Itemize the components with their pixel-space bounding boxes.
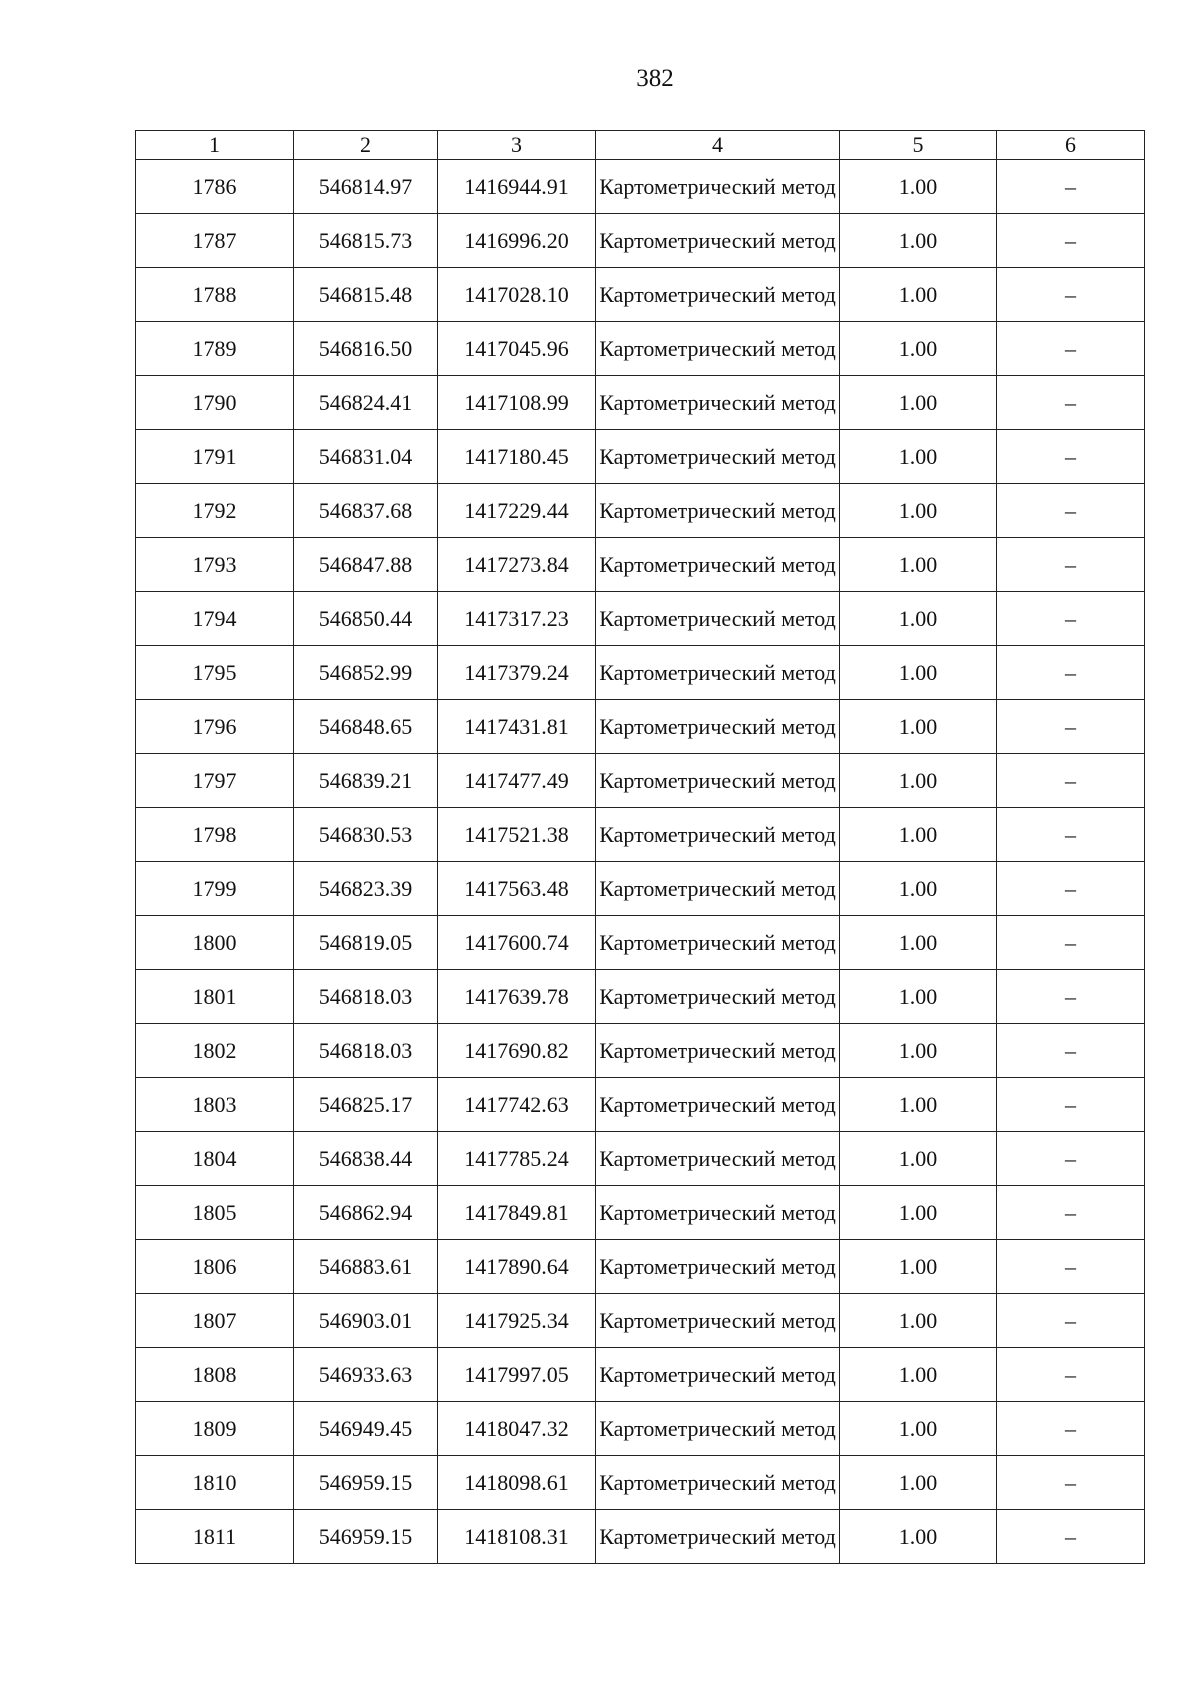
y-coordinate-cell: 1417379.24 (438, 646, 596, 700)
note-cell: – (997, 268, 1145, 322)
accuracy-cell: 1.00 (840, 1294, 997, 1348)
accuracy-cell: 1.00 (840, 322, 997, 376)
method-cell: Картометрический метод (596, 1024, 840, 1078)
method-cell: Картометрический метод (596, 1078, 840, 1132)
y-coordinate-cell: 1417639.78 (438, 970, 596, 1024)
table-row (136, 970, 1145, 1024)
y-coordinate-cell: 1417521.38 (438, 808, 596, 862)
coordinates-table (135, 130, 1145, 1564)
point-number-cell: 1805 (136, 1186, 294, 1240)
method-cell: Картометрический метод (596, 1186, 840, 1240)
method-cell: Картометрический метод (596, 1294, 840, 1348)
method-cell: Картометрический метод (596, 862, 840, 916)
column-header: 5 (840, 131, 997, 160)
accuracy-cell: 1.00 (840, 700, 997, 754)
y-coordinate-cell: 1416944.91 (438, 160, 596, 214)
y-coordinate-cell: 1417563.48 (438, 862, 596, 916)
accuracy-cell: 1.00 (840, 1402, 997, 1456)
accuracy-cell: 1.00 (840, 160, 997, 214)
method-cell: Картометрический метод (596, 754, 840, 808)
y-coordinate-cell: 1417180.45 (438, 430, 596, 484)
page-number: 382 (636, 65, 674, 92)
method-cell: Картометрический метод (596, 646, 840, 700)
note-cell: – (997, 160, 1145, 214)
y-coordinate-cell: 1417690.82 (438, 1024, 596, 1078)
column-header: 4 (596, 131, 840, 160)
method-cell: Картометрический метод (596, 1510, 840, 1564)
x-coordinate-cell: 546814.97 (294, 160, 438, 214)
note-cell: – (997, 1348, 1145, 1402)
point-number-cell: 1787 (136, 214, 294, 268)
y-coordinate-cell: 1418108.31 (438, 1510, 596, 1564)
table-row (136, 592, 1145, 646)
table-row (136, 1186, 1145, 1240)
table-row (136, 1348, 1145, 1402)
y-coordinate-cell: 1417742.63 (438, 1078, 596, 1132)
accuracy-cell: 1.00 (840, 268, 997, 322)
point-number-cell: 1794 (136, 592, 294, 646)
x-coordinate-cell: 546959.15 (294, 1510, 438, 1564)
note-cell: – (997, 700, 1145, 754)
x-coordinate-cell: 546837.68 (294, 484, 438, 538)
accuracy-cell: 1.00 (840, 1240, 997, 1294)
method-cell: Картометрический метод (596, 376, 840, 430)
method-cell: Картометрический метод (596, 592, 840, 646)
accuracy-cell: 1.00 (840, 1024, 997, 1078)
y-coordinate-cell: 1417785.24 (438, 1132, 596, 1186)
y-coordinate-cell: 1417229.44 (438, 484, 596, 538)
x-coordinate-cell: 546816.50 (294, 322, 438, 376)
note-cell: – (997, 646, 1145, 700)
point-number-cell: 1796 (136, 700, 294, 754)
method-cell: Картометрический метод (596, 214, 840, 268)
column-header: 1 (136, 131, 294, 160)
table-row (136, 1510, 1145, 1564)
point-number-cell: 1800 (136, 916, 294, 970)
point-number-cell: 1811 (136, 1510, 294, 1564)
method-cell: Картометрический метод (596, 322, 840, 376)
note-cell: – (997, 916, 1145, 970)
point-number-cell: 1809 (136, 1402, 294, 1456)
x-coordinate-cell: 546903.01 (294, 1294, 438, 1348)
x-coordinate-cell: 546839.21 (294, 754, 438, 808)
x-coordinate-cell: 546852.99 (294, 646, 438, 700)
table-row (136, 1456, 1145, 1510)
accuracy-cell: 1.00 (840, 1348, 997, 1402)
table-header-row (136, 131, 1145, 160)
note-cell: – (997, 862, 1145, 916)
x-coordinate-cell: 546848.65 (294, 700, 438, 754)
note-cell: – (997, 1456, 1145, 1510)
method-cell: Картометрический метод (596, 268, 840, 322)
x-coordinate-cell: 546830.53 (294, 808, 438, 862)
note-cell: – (997, 484, 1145, 538)
x-coordinate-cell: 546818.03 (294, 1024, 438, 1078)
accuracy-cell: 1.00 (840, 592, 997, 646)
accuracy-cell: 1.00 (840, 1132, 997, 1186)
y-coordinate-cell: 1416996.20 (438, 214, 596, 268)
method-cell: Картометрический метод (596, 1456, 840, 1510)
method-cell: Картометрический метод (596, 484, 840, 538)
accuracy-cell: 1.00 (840, 754, 997, 808)
table-row (136, 808, 1145, 862)
note-cell: – (997, 376, 1145, 430)
point-number-cell: 1804 (136, 1132, 294, 1186)
accuracy-cell: 1.00 (840, 376, 997, 430)
point-number-cell: 1788 (136, 268, 294, 322)
point-number-cell: 1786 (136, 160, 294, 214)
accuracy-cell: 1.00 (840, 808, 997, 862)
method-cell: Картометрический метод (596, 1132, 840, 1186)
x-coordinate-cell: 546862.94 (294, 1186, 438, 1240)
x-coordinate-cell: 546847.88 (294, 538, 438, 592)
y-coordinate-cell: 1417317.23 (438, 592, 596, 646)
note-cell: – (997, 1294, 1145, 1348)
x-coordinate-cell: 546838.44 (294, 1132, 438, 1186)
note-cell: – (997, 808, 1145, 862)
x-coordinate-cell: 546959.15 (294, 1456, 438, 1510)
point-number-cell: 1797 (136, 754, 294, 808)
y-coordinate-cell: 1417431.81 (438, 700, 596, 754)
y-coordinate-cell: 1417600.74 (438, 916, 596, 970)
accuracy-cell: 1.00 (840, 862, 997, 916)
method-cell: Картометрический метод (596, 700, 840, 754)
point-number-cell: 1808 (136, 1348, 294, 1402)
note-cell: – (997, 538, 1145, 592)
table-row (136, 1240, 1145, 1294)
y-coordinate-cell: 1418098.61 (438, 1456, 596, 1510)
accuracy-cell: 1.00 (840, 1186, 997, 1240)
table-row (136, 214, 1145, 268)
y-coordinate-cell: 1417997.05 (438, 1348, 596, 1402)
note-cell: – (997, 1510, 1145, 1564)
x-coordinate-cell: 546883.61 (294, 1240, 438, 1294)
note-cell: – (997, 592, 1145, 646)
table-row (136, 862, 1145, 916)
note-cell: – (997, 1240, 1145, 1294)
y-coordinate-cell: 1417273.84 (438, 538, 596, 592)
y-coordinate-cell: 1417477.49 (438, 754, 596, 808)
method-cell: Картометрический метод (596, 1348, 840, 1402)
point-number-cell: 1793 (136, 538, 294, 592)
note-cell: – (997, 1186, 1145, 1240)
method-cell: Картометрический метод (596, 538, 840, 592)
point-number-cell: 1790 (136, 376, 294, 430)
point-number-cell: 1799 (136, 862, 294, 916)
column-header: 6 (997, 131, 1145, 160)
table-row (136, 1294, 1145, 1348)
table-row (136, 268, 1145, 322)
method-cell: Картометрический метод (596, 1240, 840, 1294)
accuracy-cell: 1.00 (840, 1456, 997, 1510)
y-coordinate-cell: 1417108.99 (438, 376, 596, 430)
note-cell: – (997, 322, 1145, 376)
accuracy-cell: 1.00 (840, 430, 997, 484)
accuracy-cell: 1.00 (840, 970, 997, 1024)
accuracy-cell: 1.00 (840, 646, 997, 700)
table-row (136, 322, 1145, 376)
note-cell: – (997, 430, 1145, 484)
y-coordinate-cell: 1417028.10 (438, 268, 596, 322)
point-number-cell: 1806 (136, 1240, 294, 1294)
table-row (136, 916, 1145, 970)
table-row (136, 646, 1145, 700)
accuracy-cell: 1.00 (840, 916, 997, 970)
table-row (136, 1402, 1145, 1456)
point-number-cell: 1798 (136, 808, 294, 862)
accuracy-cell: 1.00 (840, 484, 997, 538)
accuracy-cell: 1.00 (840, 1078, 997, 1132)
point-number-cell: 1795 (136, 646, 294, 700)
table-row (136, 700, 1145, 754)
point-number-cell: 1803 (136, 1078, 294, 1132)
accuracy-cell: 1.00 (840, 214, 997, 268)
x-coordinate-cell: 546831.04 (294, 430, 438, 484)
method-cell: Картометрический метод (596, 430, 840, 484)
point-number-cell: 1810 (136, 1456, 294, 1510)
note-cell: – (997, 1402, 1145, 1456)
table-row (136, 538, 1145, 592)
note-cell: – (997, 214, 1145, 268)
point-number-cell: 1802 (136, 1024, 294, 1078)
method-cell: Картометрический метод (596, 160, 840, 214)
method-cell: Картометрический метод (596, 808, 840, 862)
table-row (136, 376, 1145, 430)
x-coordinate-cell: 546819.05 (294, 916, 438, 970)
point-number-cell: 1791 (136, 430, 294, 484)
y-coordinate-cell: 1417925.34 (438, 1294, 596, 1348)
y-coordinate-cell: 1418047.32 (438, 1402, 596, 1456)
x-coordinate-cell: 546933.63 (294, 1348, 438, 1402)
y-coordinate-cell: 1417890.64 (438, 1240, 596, 1294)
note-cell: – (997, 754, 1145, 808)
point-number-cell: 1807 (136, 1294, 294, 1348)
point-number-cell: 1789 (136, 322, 294, 376)
x-coordinate-cell: 546815.48 (294, 268, 438, 322)
note-cell: – (997, 970, 1145, 1024)
accuracy-cell: 1.00 (840, 1510, 997, 1564)
table-row (136, 484, 1145, 538)
column-header: 3 (438, 131, 596, 160)
x-coordinate-cell: 546818.03 (294, 970, 438, 1024)
note-cell: – (997, 1078, 1145, 1132)
point-number-cell: 1801 (136, 970, 294, 1024)
method-cell: Картометрический метод (596, 916, 840, 970)
y-coordinate-cell: 1417849.81 (438, 1186, 596, 1240)
table-row (136, 1078, 1145, 1132)
method-cell: Картометрический метод (596, 970, 840, 1024)
note-cell: – (997, 1024, 1145, 1078)
note-cell: – (997, 1132, 1145, 1186)
y-coordinate-cell: 1417045.96 (438, 322, 596, 376)
x-coordinate-cell: 546824.41 (294, 376, 438, 430)
table-row (136, 754, 1145, 808)
point-number-cell: 1792 (136, 484, 294, 538)
x-coordinate-cell: 546815.73 (294, 214, 438, 268)
x-coordinate-cell: 546949.45 (294, 1402, 438, 1456)
table-row (136, 1132, 1145, 1186)
accuracy-cell: 1.00 (840, 538, 997, 592)
method-cell: Картометрический метод (596, 1402, 840, 1456)
table-body (136, 160, 1145, 1564)
table-row (136, 430, 1145, 484)
table-row (136, 160, 1145, 214)
column-header: 2 (294, 131, 438, 160)
x-coordinate-cell: 546825.17 (294, 1078, 438, 1132)
x-coordinate-cell: 546823.39 (294, 862, 438, 916)
table-row (136, 1024, 1145, 1078)
x-coordinate-cell: 546850.44 (294, 592, 438, 646)
